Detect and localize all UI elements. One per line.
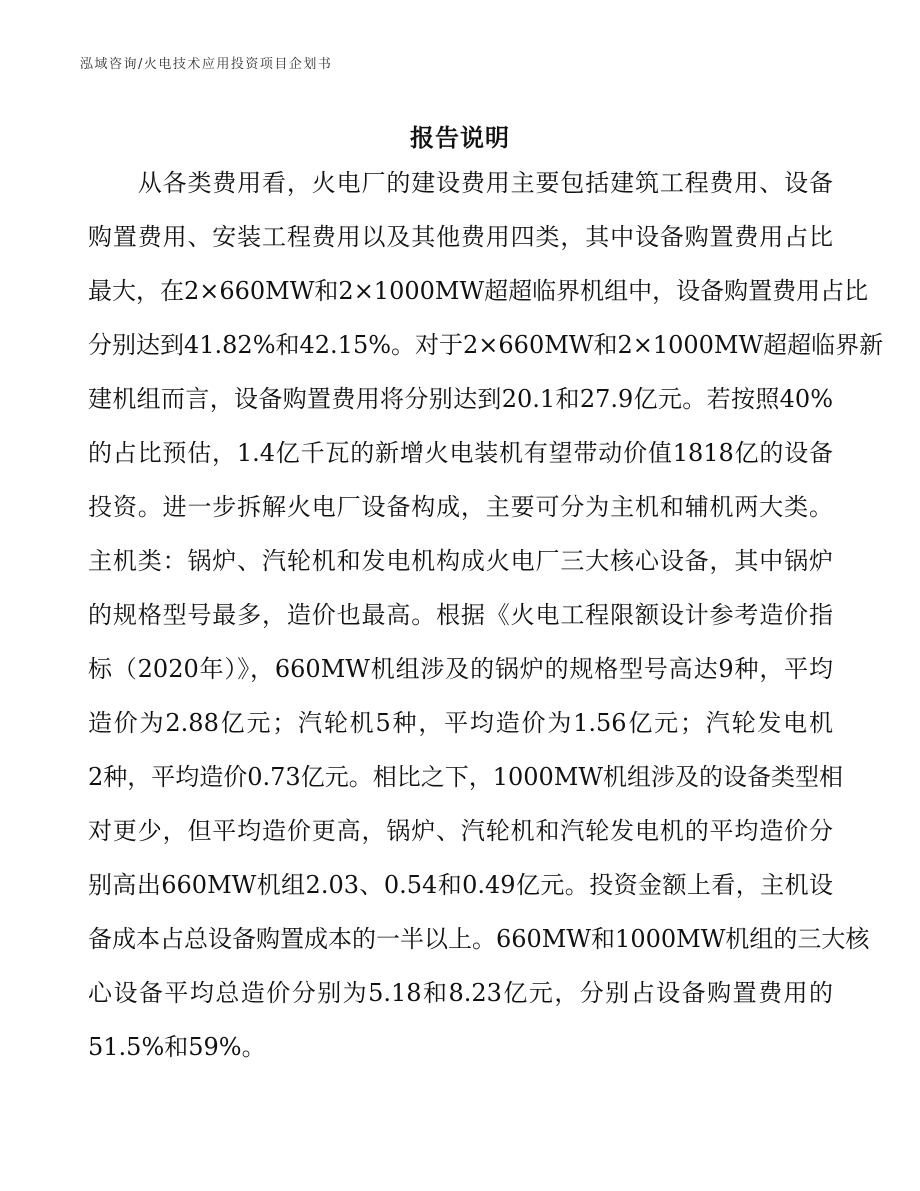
text-line: 主机类：锅炉、汽轮机和发电机构成火电厂三大核心设备，其中锅炉 [88,547,833,575]
text-line: 投资。进一步拆解火电厂设备构成，主要可分为主机和辅机两大类。 [88,493,833,521]
text-line: 标（2020年）》，660MW机组涉及的锅炉的规格型号高达9种，平均 [88,655,833,683]
text-line: 建机组而言，设备购置费用将分别达到20.1和27.9亿元。若按照40% [88,385,833,413]
text-line: 2种，平均造价0.73亿元。相比之下，1000MW机组涉及的设备类型相 [88,763,844,791]
text-line: 购置费用、安装工程费用以及其他费用四类，其中设备购置费用占比 [88,223,833,251]
text-line: 的规格型号最多，造价也最高。根据《火电工程限额设计参考造价指 [88,601,833,629]
page-title: 报告说明 [410,123,510,152]
text-line: 别高出660MW机组2.03、0.54和0.49亿元。投资金额上看，主机设 [88,871,833,899]
text-line: 51.5%和59%。 [88,1033,266,1061]
report-body [88,164,884,1082]
text-line: 心设备平均总造价分别为5.18和8.23亿元，分别占设备购置费用的 [88,979,833,1007]
text-line: 从各类费用看，火电厂的建设费用主要包括建筑工程费用、设备 [88,169,833,197]
text-line: 备成本占总设备购置成本的一半以上。660MW和1000MW机组的三大核 [88,925,870,953]
text-line: 对更少，但平均造价更高，锅炉、汽轮机和汽轮发电机的平均造价分 [88,817,833,845]
page-header: 泓域咨询/火电技术应用投资项目企划书 [80,57,333,72]
text-line: 分别达到41.82%和42.15%。对于2×660MW和2×1000MW超超临界新 [88,331,884,359]
text-line: 造价为2.88亿元；汽轮机5种，平均造价为1.56亿元；汽轮发电机 [88,709,833,737]
text-line: 的占比预估，1.4亿千瓦的新增火电装机有望带动价值1818亿的设备 [88,439,833,467]
text-line: 最大，在2×660MW和2×1000MW超超临界机组中，设备购置费用占比 [88,277,869,305]
